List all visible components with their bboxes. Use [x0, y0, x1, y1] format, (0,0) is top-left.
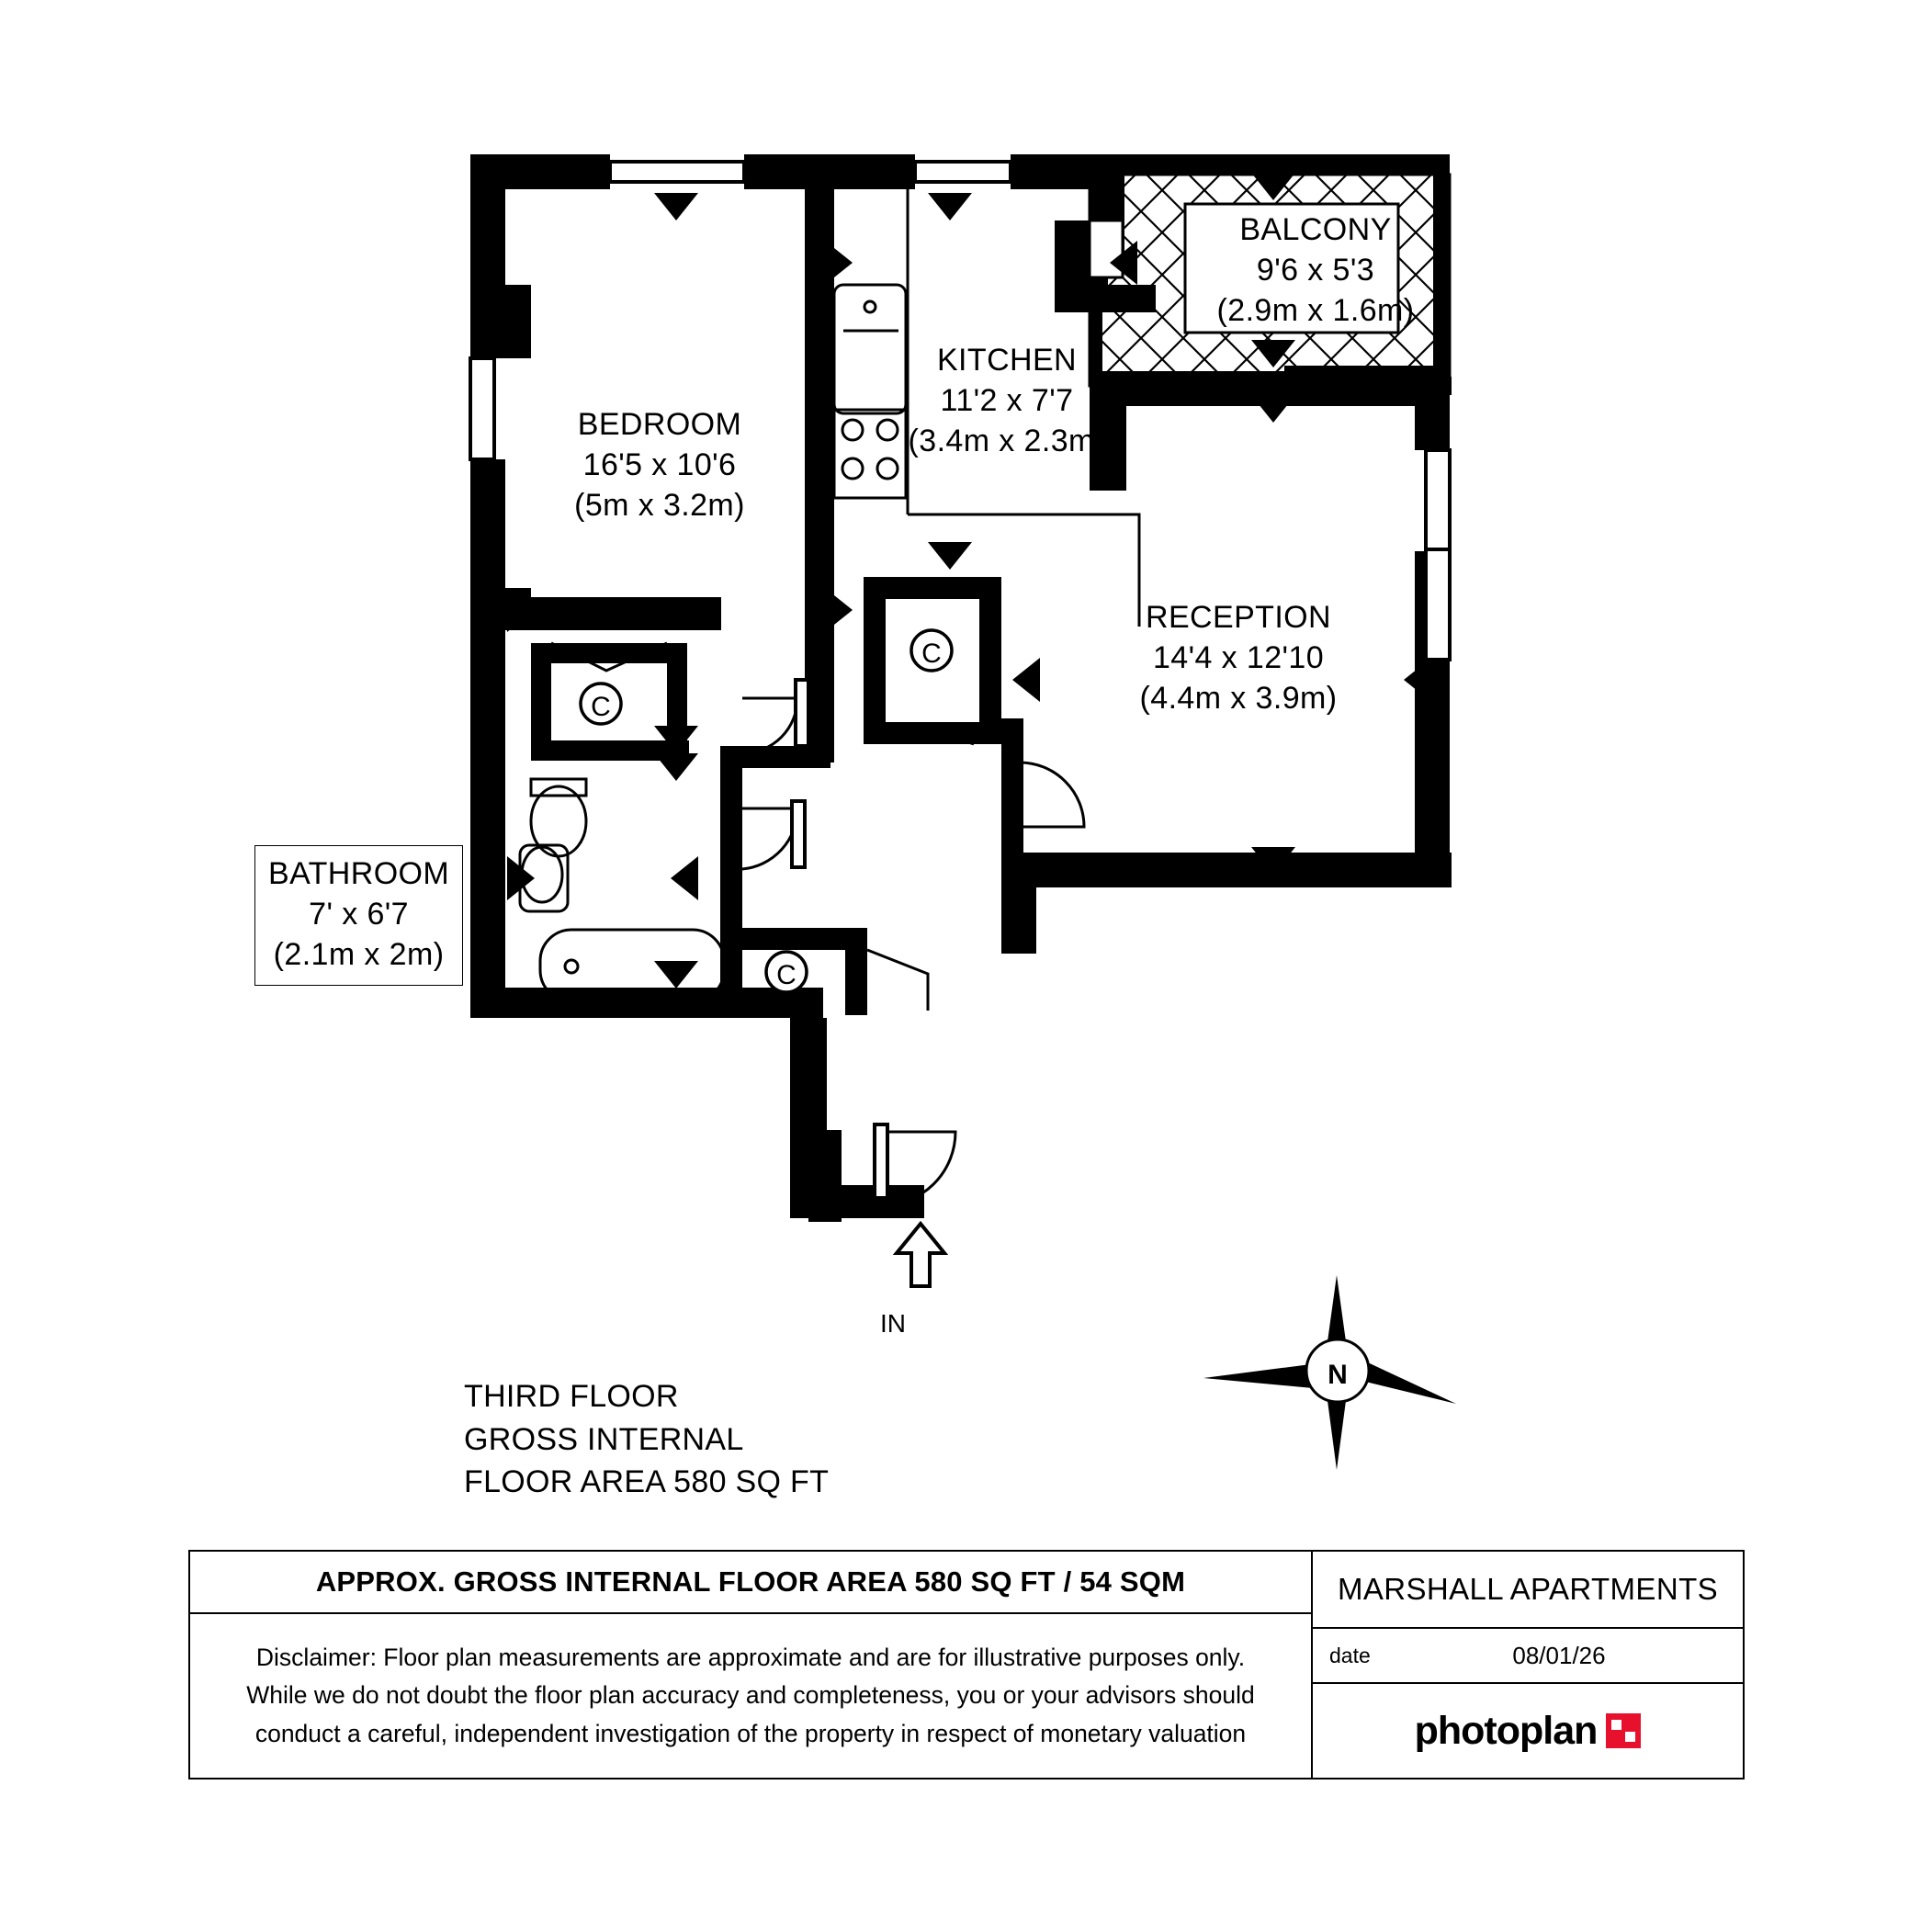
info-box-right — [1313, 1552, 1743, 1778]
room-label-bathroom — [254, 845, 463, 986]
info-box-left — [190, 1552, 1313, 1778]
photoplan-logo — [1415, 1709, 1642, 1754]
photoplan-mark-icon — [1606, 1713, 1641, 1748]
compass-icon — [1203, 1275, 1456, 1470]
room-dimension-imperial: 7' x 6'7 — [309, 897, 409, 932]
logo-row — [1313, 1684, 1743, 1778]
svg-text:C: C — [776, 960, 797, 990]
disclaimer-line-2: While we do not doubt the floor plan accuracy and completeness, you or your advisors should — [246, 1681, 1255, 1710]
room-dimension-imperial: 9'6 x 5'3 — [1256, 253, 1375, 288]
disclaimer-line-3: conduct a careful, independent investigation of the property in respect of monetary valuation — [254, 1719, 1247, 1747]
date-label: date — [1329, 1643, 1371, 1667]
room-dimension-imperial: 14'4 x 12'10 — [1152, 640, 1325, 676]
room-dimension-imperial: 11'2 x 7'7 — [940, 383, 1074, 419]
room-name: BATHROOM — [268, 856, 450, 891]
room-label-kitchen — [909, 340, 1106, 462]
room-dimension-imperial: 16'5 x 10'6 — [582, 447, 737, 483]
svg-text:N: N — [1328, 1360, 1348, 1390]
svg-text:C: C — [921, 638, 942, 669]
date-value: 08/01/26 — [1512, 1641, 1606, 1669]
entrance-label: IN — [880, 1309, 906, 1338]
room-dimension-metric: (5m x 3.2m) — [574, 488, 745, 524]
room-name: BEDROOM — [577, 407, 742, 442]
room-dimension-metric: (3.4m x 2.3m) — [908, 424, 1106, 459]
room-name: KITCHEN — [936, 343, 1078, 378]
floor-note-line-3: FLOOR AREA 580 SQ FT — [464, 1464, 830, 1500]
disclaimer-line-1: Disclaimer: Floor plan measurements are approximate and are for illustrative purposes only. — [255, 1644, 1246, 1672]
room-label-balcony — [1217, 209, 1415, 332]
property-name: MARSHALL APARTMENTS — [1313, 1552, 1743, 1629]
room-name: BALCONY — [1239, 212, 1392, 247]
room-dimension-metric: (2.1m x 2m) — [273, 937, 445, 973]
floor-area-note — [464, 1375, 829, 1504]
floor-note-line-2: GROSS INTERNAL — [464, 1421, 744, 1457]
date-row — [1313, 1629, 1743, 1684]
entrance-arrow-icon — [897, 1224, 944, 1286]
room-label-reception — [1140, 597, 1338, 719]
room-name: RECEPTION — [1146, 600, 1331, 635]
disclaimer-text — [190, 1614, 1311, 1778]
svg-text:C: C — [591, 692, 611, 722]
room-dimension-metric: (4.4m x 3.9m) — [1139, 681, 1338, 717]
floor-note-line-1: THIRD FLOOR — [464, 1379, 679, 1414]
gross-area-heading: APPROX. GROSS INTERNAL FLOOR AREA 580 SQ FT / 54 SQM — [190, 1552, 1311, 1614]
room-dimension-metric: (2.9m x 1.6m) — [1216, 293, 1415, 329]
room-label-bedroom — [574, 404, 745, 526]
info-box — [188, 1550, 1745, 1779]
logo-text: photoplan — [1414, 1708, 1598, 1753]
